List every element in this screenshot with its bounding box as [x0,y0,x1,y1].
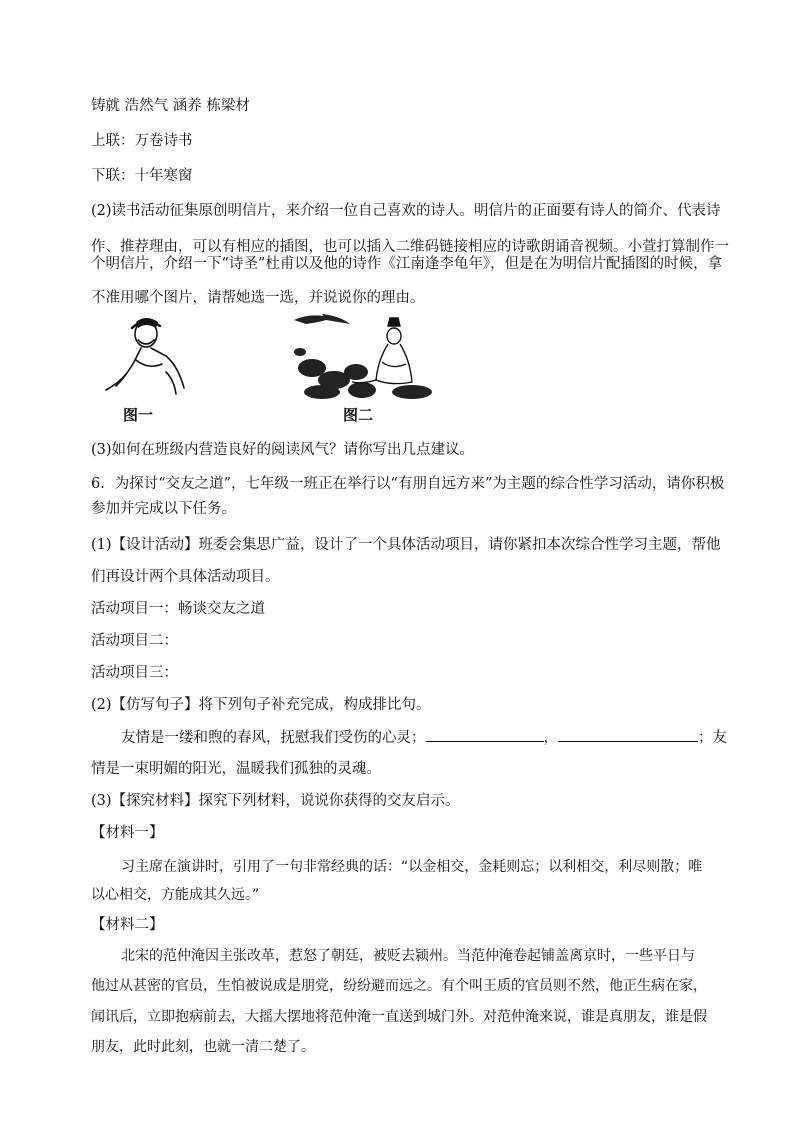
fill-in-sentence [121,727,727,748]
material-text: 他过从甚密的官员，生怕被说成是朋党，纷纷避而远之。有个叫王质的官员则不然，他正生病在家， [91,978,707,994]
text-line: (3)如何在班级内营造良好的阅读风气？请你写出几点建议。 [91,442,475,458]
text-line: 个明信片，介绍一下“诗圣”杜甫以及他的诗作《江南逢李龟年》，但是在为明信片配插图的时候，拿 [91,256,723,272]
material-text: 北宋的范仲淹因主张改革，惹怒了朝廷，被贬去颍州。当范仲淹卷起铺盖离京时，一些平日与 [121,948,695,964]
sentence-part: ， [543,730,558,746]
sentence-part: ；友 [698,730,727,746]
material-text: 闻讯后，立即抱病前去，大摇大摆地将范仲淹一直送到城门外。对范仲淹来说，谁是真朋友，谁是假 [91,1009,707,1025]
text-line: 铸就 浩然气 涵养 栋梁材 [91,98,250,114]
text-line: 不准用哪个图片，请帮她选一选，并说说你的理由。 [91,290,425,306]
figure-2-caption: 图二 [343,406,374,424]
text-line: 活动项目三： [91,665,178,681]
text-line: 作、推荐理由，可以有相应的插图，也可以插入二维码链接相应的诗歌朗诵音视频。小萱打算制作一 [91,239,729,255]
question-6-heading: 6．为探讨“交友之道”，七年级一班正在举行以“有朋自远方来”为主题的综合性学习活动，请你积极 [91,476,725,492]
text-line: (2)读书活动征集原创明信片，来介绍一位自己喜欢的诗人。明信片的正面要有诗人的简介、代表诗 [91,203,721,219]
figure-1-illustration [96,314,196,398]
answer-blank-2[interactable] [558,727,698,742]
figure-1-caption: 图一 [123,406,154,424]
material-1-heading: 【材料一】 [91,825,164,841]
answer-blank-1[interactable] [426,727,544,742]
text-line: 下联：十年寒窗 [91,168,193,184]
material-text: 朋友，此时此刻，也就一清二楚了。 [91,1039,315,1055]
text-line: 上联：万卷诗书 [91,133,193,149]
text-line: (3)【探究材料】探究下列材料，说说你获得的交友启示。 [91,793,460,809]
material-text: 以心相交，方能成其久远。” [91,887,260,903]
text-line: 参加并完成以下任务。 [91,501,236,517]
sentence-part: 友情是一缕和煦的春风，抚慰我们受伤的心灵； [121,730,426,746]
text-line: (2)【仿写句子】将下列句子补充完成，构成排比句。 [91,697,431,713]
text-line: (1)【设计活动】班委会集思广益，设计了一个具体活动项目，请你紧扣本次综合性学习主题，帮他 [91,537,721,553]
text-line: 们再设计两个具体活动项目。 [91,569,280,585]
text-line: 情是一束明媚的阳光，温暖我们孤独的灵魂。 [91,761,381,777]
text-line: 活动项目二： [91,633,178,649]
text-line: 活动项目一：畅谈交友之道 [91,601,265,617]
material-text: 习主席在演讲时，引用了一句非常经典的话：“以金相交，金耗则忘；以利相交，利尽则散；唯 [121,859,703,875]
material-2-heading: 【材料二】 [91,917,164,933]
figure-2-illustration [292,312,442,402]
